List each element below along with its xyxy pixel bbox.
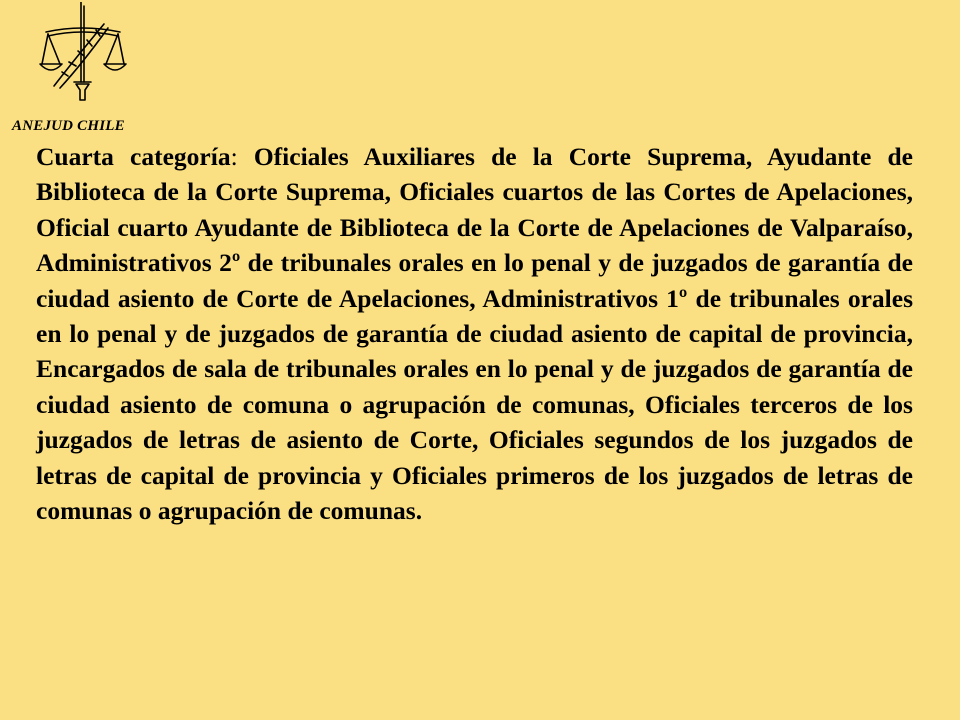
logo-caption: ANEJUD CHILE: [12, 118, 125, 134]
category-title: Cuarta categoría: [36, 142, 231, 171]
scales-of-justice-icon: [38, 2, 128, 106]
title-separator: :: [230, 142, 238, 171]
category-description: [36, 139, 913, 528]
category-body: Oficiales Auxiliares de la Corte Suprema, Ayudante de Biblioteca de la Corte Suprema, Oficiales cuartos de las Cortes de Apelaciones, Oficial cuarto Ayudante de Biblioteca de la Corte de Apelaciones de Valparaíso, Administrativos 2º de tribunales orales en lo penal y de juzgados de garantía de ciudad asiento de Corte de Apelaciones, Administrativos 1º de tribunales orales en lo penal y de juzgados de garantía de ciudad asiento de capital de provincia, Encargados de sala de tribunales orales en lo penal y de juzgados de garantía de ciudad asiento de comuna o agrupación de comunas, Oficiales terceros de los juzgados de letras de asiento de Corte, Oficiales segundos de los juzgados de letras de capital de provincia y Oficiales primeros de los juzgados de letras de comunas o agrupación de comunas.: [36, 142, 913, 526]
